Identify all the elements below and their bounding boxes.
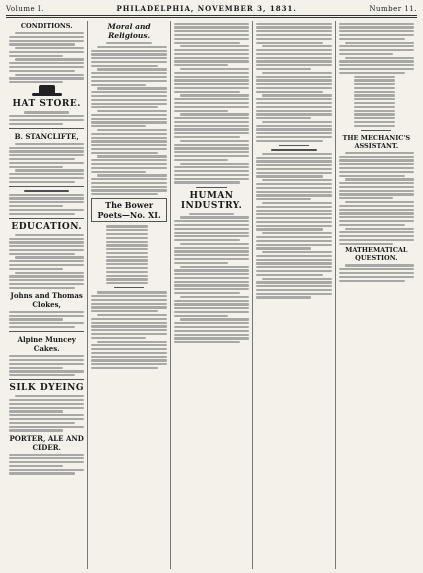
poem xyxy=(91,225,166,284)
conditions-text xyxy=(9,32,84,83)
column-5 xyxy=(336,21,417,569)
columns xyxy=(6,21,417,569)
conditions-heading: CONDITIONS. xyxy=(20,22,73,30)
bower-poets-heading: The Bower Poets—No. XI. xyxy=(91,198,166,222)
porter-ad: PORTER, ALE AND CIDER. xyxy=(9,433,84,452)
masthead xyxy=(6,4,417,16)
issue-number: Number 11. xyxy=(369,5,417,13)
hat-store-ad: HAT STORE. xyxy=(12,99,81,110)
column-3-text xyxy=(174,23,249,184)
masthead-rule xyxy=(6,17,417,18)
place-date: PHILADELPHIA, NOVEMBER 3, 1831. xyxy=(116,4,297,13)
human-industry-heading: HUMAN INDUSTRY. xyxy=(180,190,243,211)
column-4-text xyxy=(256,23,331,142)
mechanics-heading: THE MECHANIC'S ASSISTANT. xyxy=(342,133,411,150)
column-2-text xyxy=(91,42,166,195)
silk-dyeing-ad: SILK DYEING xyxy=(9,383,85,394)
volume-label: Volume I. xyxy=(6,5,44,13)
mathematical-heading: MATHEMATICAL QUESTION. xyxy=(345,246,408,263)
education-ad: EDUCATION. xyxy=(11,221,83,232)
hat-icon xyxy=(32,85,62,97)
column-2 xyxy=(88,21,170,569)
clokes-ad: Johns and Thomas Clokes, xyxy=(10,290,83,309)
cakes-ad: Alpine Muncey Cakes. xyxy=(17,335,76,354)
column-4 xyxy=(253,21,335,569)
column-3 xyxy=(171,21,253,569)
column-5-text xyxy=(339,23,414,74)
stanclift-ad: B. STANCLIFTE, xyxy=(14,131,79,141)
column-1 xyxy=(6,21,88,569)
moral-religious-heading: Moral and Religious. xyxy=(107,22,151,40)
